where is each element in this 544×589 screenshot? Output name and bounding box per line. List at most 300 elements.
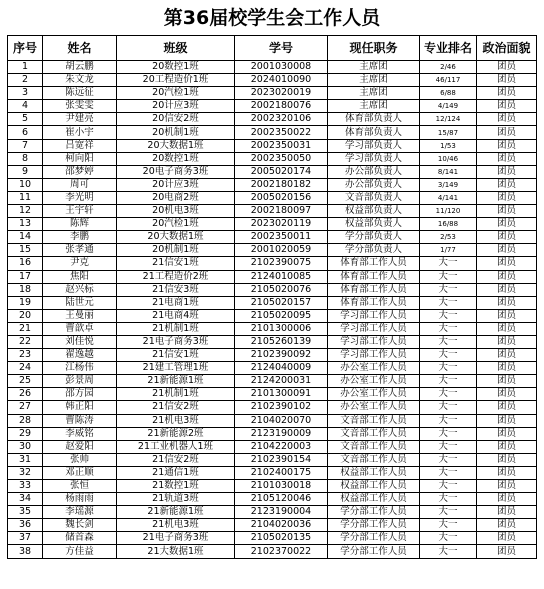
cell-index: 15 bbox=[8, 244, 43, 257]
cell-student-id: 2104020036 bbox=[235, 519, 328, 532]
cell-class: 21新能源1班 bbox=[117, 506, 235, 519]
cell-name: 翟逸越 bbox=[43, 349, 117, 362]
cell-political-status: 团员 bbox=[477, 100, 537, 113]
cell-political-status: 团员 bbox=[477, 427, 537, 440]
cell-class: 21信安1班 bbox=[117, 349, 235, 362]
cell-rank: 大一 bbox=[420, 519, 477, 532]
cell-index: 2 bbox=[8, 74, 43, 87]
cell-rank: 大一 bbox=[420, 427, 477, 440]
cell-political-status: 团员 bbox=[477, 493, 537, 506]
cell-index: 3 bbox=[8, 87, 43, 100]
cell-position: 主席团 bbox=[328, 74, 420, 87]
cell-index: 29 bbox=[8, 427, 43, 440]
cell-class: 21信安3班 bbox=[117, 283, 235, 296]
cell-political-status: 团员 bbox=[477, 335, 537, 348]
cell-student-id: 2023020019 bbox=[235, 87, 328, 100]
cell-rank: 11/120 bbox=[420, 205, 477, 218]
cell-position: 办公室工作人员 bbox=[328, 401, 420, 414]
cell-index: 33 bbox=[8, 480, 43, 493]
cell-political-status: 团员 bbox=[477, 519, 537, 532]
cell-name: 彭景周 bbox=[43, 375, 117, 388]
cell-position: 学习部工作人员 bbox=[328, 309, 420, 322]
cell-index: 11 bbox=[8, 191, 43, 204]
cell-political-status: 团员 bbox=[477, 453, 537, 466]
cell-class: 21新能源2班 bbox=[117, 427, 235, 440]
cell-political-status: 团员 bbox=[477, 74, 537, 87]
cell-index: 31 bbox=[8, 453, 43, 466]
cell-position: 学分部负责人 bbox=[328, 244, 420, 257]
cell-index: 25 bbox=[8, 375, 43, 388]
cell-position: 体育部工作人员 bbox=[328, 270, 420, 283]
cell-class: 21信安1班 bbox=[117, 257, 235, 270]
table-row bbox=[8, 100, 537, 113]
cell-class: 20机制1班 bbox=[117, 244, 235, 257]
cell-index: 5 bbox=[8, 113, 43, 126]
cell-position: 文音部工作人员 bbox=[328, 440, 420, 453]
cell-student-id: 2002180097 bbox=[235, 205, 328, 218]
cell-index: 30 bbox=[8, 440, 43, 453]
table-row bbox=[8, 74, 537, 87]
cell-index: 12 bbox=[8, 205, 43, 218]
cell-name: 周可 bbox=[43, 178, 117, 191]
cell-class: 21信安2班 bbox=[117, 453, 235, 466]
cell-position: 体育部工作人员 bbox=[328, 257, 420, 270]
cell-name: 张帅 bbox=[43, 453, 117, 466]
cell-political-status: 团员 bbox=[477, 375, 537, 388]
cell-position: 文音部工作人员 bbox=[328, 453, 420, 466]
cell-name: 尹建亮 bbox=[43, 113, 117, 126]
table-row bbox=[8, 532, 537, 545]
cell-class: 21电商4班 bbox=[117, 309, 235, 322]
table-row bbox=[8, 388, 537, 401]
cell-index: 17 bbox=[8, 270, 43, 283]
cell-class: 20计应3班 bbox=[117, 100, 235, 113]
cell-class: 21机制1班 bbox=[117, 388, 235, 401]
cell-position: 体育部负责人 bbox=[328, 126, 420, 139]
cell-name: 曹歆卓 bbox=[43, 322, 117, 335]
table-row bbox=[8, 414, 537, 427]
cell-student-id: 2002180076 bbox=[235, 100, 328, 113]
table-row bbox=[8, 218, 537, 231]
cell-student-id: 2102390102 bbox=[235, 401, 328, 414]
cell-index: 36 bbox=[8, 519, 43, 532]
cell-index: 32 bbox=[8, 466, 43, 479]
cell-class: 20汽检1班 bbox=[117, 218, 235, 231]
cell-political-status: 团员 bbox=[477, 414, 537, 427]
cell-position: 办公部负责人 bbox=[328, 178, 420, 191]
cell-name: 王曼丽 bbox=[43, 309, 117, 322]
cell-student-id: 2104020070 bbox=[235, 414, 328, 427]
cell-name: 崔小宇 bbox=[43, 126, 117, 139]
cell-class: 21工业机器人1班 bbox=[117, 440, 235, 453]
cell-name: 邵方园 bbox=[43, 388, 117, 401]
cell-name: 胡云鹏 bbox=[43, 61, 117, 74]
table-row bbox=[8, 440, 537, 453]
cell-rank: 2/53 bbox=[420, 231, 477, 244]
table-row bbox=[8, 466, 537, 479]
cell-name: 陈辉 bbox=[43, 218, 117, 231]
cell-name: 邵梦婷 bbox=[43, 165, 117, 178]
cell-rank: 大一 bbox=[420, 257, 477, 270]
cell-name: 赵兴标 bbox=[43, 283, 117, 296]
cell-position: 学分部工作人员 bbox=[328, 545, 420, 558]
cell-rank: 1/77 bbox=[420, 244, 477, 257]
cell-name: 朱文龙 bbox=[43, 74, 117, 87]
cell-position: 体育部负责人 bbox=[328, 113, 420, 126]
cell-position: 权益部负责人 bbox=[328, 205, 420, 218]
column-header-political-status: 政治面貌 bbox=[477, 36, 537, 61]
cell-rank: 10/46 bbox=[420, 152, 477, 165]
cell-position: 办公部负责人 bbox=[328, 165, 420, 178]
table-row bbox=[8, 545, 537, 558]
cell-position: 学习部工作人员 bbox=[328, 335, 420, 348]
cell-political-status: 团员 bbox=[477, 113, 537, 126]
cell-rank: 大一 bbox=[420, 493, 477, 506]
cell-class: 21建工管理1班 bbox=[117, 362, 235, 375]
cell-index: 28 bbox=[8, 414, 43, 427]
cell-index: 8 bbox=[8, 152, 43, 165]
cell-political-status: 团员 bbox=[477, 362, 537, 375]
cell-index: 7 bbox=[8, 139, 43, 152]
cell-position: 办公室工作人员 bbox=[328, 388, 420, 401]
cell-rank: 大一 bbox=[420, 296, 477, 309]
cell-class: 20信安2班 bbox=[117, 113, 235, 126]
cell-name: 方佳益 bbox=[43, 545, 117, 558]
cell-position: 权益部工作人员 bbox=[328, 480, 420, 493]
cell-index: 24 bbox=[8, 362, 43, 375]
cell-position: 主席团 bbox=[328, 61, 420, 74]
cell-index: 19 bbox=[8, 296, 43, 309]
cell-position: 学分部工作人员 bbox=[328, 532, 420, 545]
cell-class: 20汽检1班 bbox=[117, 87, 235, 100]
table-row bbox=[8, 191, 537, 204]
cell-position: 学分部工作人员 bbox=[328, 519, 420, 532]
table-row bbox=[8, 506, 537, 519]
cell-student-id: 2123190004 bbox=[235, 506, 328, 519]
cell-political-status: 团员 bbox=[477, 466, 537, 479]
table-row bbox=[8, 296, 537, 309]
cell-rank: 大一 bbox=[420, 322, 477, 335]
cell-index: 14 bbox=[8, 231, 43, 244]
cell-student-id: 2002180182 bbox=[235, 178, 328, 191]
cell-political-status: 团员 bbox=[477, 126, 537, 139]
cell-class: 20机电3班 bbox=[117, 205, 235, 218]
cell-position: 学分部工作人员 bbox=[328, 506, 420, 519]
cell-political-status: 团员 bbox=[477, 322, 537, 335]
cell-class: 21电子商务3班 bbox=[117, 532, 235, 545]
cell-political-status: 团员 bbox=[477, 205, 537, 218]
cell-rank: 大一 bbox=[420, 401, 477, 414]
cell-name: 吕宽祥 bbox=[43, 139, 117, 152]
cell-class: 21电子商务3班 bbox=[117, 335, 235, 348]
cell-class: 21轨道3班 bbox=[117, 493, 235, 506]
cell-rank: 大一 bbox=[420, 414, 477, 427]
cell-index: 10 bbox=[8, 178, 43, 191]
cell-rank: 大一 bbox=[420, 335, 477, 348]
cell-position: 文音部工作人员 bbox=[328, 427, 420, 440]
cell-political-status: 团员 bbox=[477, 388, 537, 401]
cell-rank: 大一 bbox=[420, 362, 477, 375]
table-row bbox=[8, 453, 537, 466]
cell-rank: 大一 bbox=[420, 388, 477, 401]
cell-class: 20机制1班 bbox=[117, 126, 235, 139]
cell-rank: 大一 bbox=[420, 453, 477, 466]
cell-student-id: 2023020119 bbox=[235, 218, 328, 231]
table-row bbox=[8, 349, 537, 362]
cell-position: 办公室工作人员 bbox=[328, 375, 420, 388]
cell-political-status: 团员 bbox=[477, 532, 537, 545]
cell-index: 22 bbox=[8, 335, 43, 348]
cell-political-status: 团员 bbox=[477, 506, 537, 519]
cell-political-status: 团员 bbox=[477, 191, 537, 204]
column-header-index: 序号 bbox=[8, 36, 43, 61]
cell-index: 35 bbox=[8, 506, 43, 519]
cell-position: 主席团 bbox=[328, 100, 420, 113]
cell-position: 学习部工作人员 bbox=[328, 349, 420, 362]
table-row bbox=[8, 427, 537, 440]
cell-position: 权益部工作人员 bbox=[328, 493, 420, 506]
table-row bbox=[8, 257, 537, 270]
cell-student-id: 2102390092 bbox=[235, 349, 328, 362]
cell-index: 4 bbox=[8, 100, 43, 113]
cell-political-status: 团员 bbox=[477, 152, 537, 165]
cell-name: 陈远征 bbox=[43, 87, 117, 100]
cell-index: 21 bbox=[8, 322, 43, 335]
cell-name: 张雯雯 bbox=[43, 100, 117, 113]
table-row bbox=[8, 493, 537, 506]
cell-class: 21信安2班 bbox=[117, 401, 235, 414]
cell-student-id: 2104220003 bbox=[235, 440, 328, 453]
cell-position: 办公室工作人员 bbox=[328, 362, 420, 375]
cell-index: 26 bbox=[8, 388, 43, 401]
cell-class: 21新能源1班 bbox=[117, 375, 235, 388]
cell-rank: 2/46 bbox=[420, 61, 477, 74]
cell-political-status: 团员 bbox=[477, 139, 537, 152]
cell-student-id: 2024010090 bbox=[235, 74, 328, 87]
cell-class: 20电商2班 bbox=[117, 191, 235, 204]
cell-political-status: 团员 bbox=[477, 218, 537, 231]
cell-index: 6 bbox=[8, 126, 43, 139]
cell-position: 主席团 bbox=[328, 87, 420, 100]
cell-student-id: 2105260139 bbox=[235, 335, 328, 348]
cell-student-id: 2105020157 bbox=[235, 296, 328, 309]
cell-position: 学习部负责人 bbox=[328, 152, 420, 165]
table-row bbox=[8, 87, 537, 100]
cell-political-status: 团员 bbox=[477, 349, 537, 362]
cell-name: 李瑶源 bbox=[43, 506, 117, 519]
cell-rank: 大一 bbox=[420, 270, 477, 283]
cell-position: 体育部工作人员 bbox=[328, 296, 420, 309]
cell-political-status: 团员 bbox=[477, 244, 537, 257]
column-header-rank: 专业排名 bbox=[420, 36, 477, 61]
cell-name: 柯向阳 bbox=[43, 152, 117, 165]
cell-index: 38 bbox=[8, 545, 43, 558]
cell-name: 杨雨雨 bbox=[43, 493, 117, 506]
cell-political-status: 团员 bbox=[477, 401, 537, 414]
cell-position: 权益部工作人员 bbox=[328, 466, 420, 479]
cell-position: 学分部负责人 bbox=[328, 231, 420, 244]
cell-political-status: 团员 bbox=[477, 231, 537, 244]
table-row bbox=[8, 480, 537, 493]
cell-rank: 大一 bbox=[420, 532, 477, 545]
table-row bbox=[8, 205, 537, 218]
cell-rank: 3/149 bbox=[420, 178, 477, 191]
cell-index: 20 bbox=[8, 309, 43, 322]
cell-name: 李鹏 bbox=[43, 231, 117, 244]
cell-student-id: 2105020095 bbox=[235, 309, 328, 322]
cell-student-id: 2124200031 bbox=[235, 375, 328, 388]
table-row bbox=[8, 401, 537, 414]
cell-name: 曹陈涛 bbox=[43, 414, 117, 427]
column-header-name: 姓名 bbox=[43, 36, 117, 61]
table-row bbox=[8, 126, 537, 139]
cell-student-id: 2002350050 bbox=[235, 152, 328, 165]
cell-political-status: 团员 bbox=[477, 440, 537, 453]
table-row bbox=[8, 178, 537, 191]
cell-class: 21通信1班 bbox=[117, 466, 235, 479]
cell-student-id: 2102390154 bbox=[235, 453, 328, 466]
cell-name: 魏长剑 bbox=[43, 519, 117, 532]
cell-class: 20大数据1班 bbox=[117, 139, 235, 152]
cell-position: 体育部工作人员 bbox=[328, 283, 420, 296]
cell-name: 江杨伟 bbox=[43, 362, 117, 375]
cell-rank: 大一 bbox=[420, 545, 477, 558]
cell-rank: 46/117 bbox=[420, 74, 477, 87]
cell-student-id: 2123190009 bbox=[235, 427, 328, 440]
cell-name: 张孝通 bbox=[43, 244, 117, 257]
cell-position: 权益部负责人 bbox=[328, 218, 420, 231]
cell-name: 赵爱阳 bbox=[43, 440, 117, 453]
cell-name: 刘佳悦 bbox=[43, 335, 117, 348]
column-header-class: 班级 bbox=[117, 36, 235, 61]
cell-rank: 16/88 bbox=[420, 218, 477, 231]
table-row bbox=[8, 375, 537, 388]
cell-student-id: 2005020156 bbox=[235, 191, 328, 204]
cell-student-id: 2005020174 bbox=[235, 165, 328, 178]
cell-political-status: 团员 bbox=[477, 61, 537, 74]
cell-rank: 大一 bbox=[420, 466, 477, 479]
cell-rank: 8/141 bbox=[420, 165, 477, 178]
table-row bbox=[8, 61, 537, 74]
cell-class: 20大数据1班 bbox=[117, 231, 235, 244]
cell-rank: 大一 bbox=[420, 506, 477, 519]
cell-student-id: 2101300091 bbox=[235, 388, 328, 401]
cell-political-status: 团员 bbox=[477, 270, 537, 283]
cell-student-id: 2124040009 bbox=[235, 362, 328, 375]
cell-index: 9 bbox=[8, 165, 43, 178]
page-title: 第36届校学生会工作人员 bbox=[163, 7, 381, 29]
cell-index: 27 bbox=[8, 401, 43, 414]
cell-rank: 大一 bbox=[420, 349, 477, 362]
staff-table bbox=[7, 35, 537, 559]
cell-political-status: 团员 bbox=[477, 545, 537, 558]
table-row bbox=[8, 165, 537, 178]
table-row bbox=[8, 231, 537, 244]
cell-student-id: 2101030018 bbox=[235, 480, 328, 493]
cell-rank: 大一 bbox=[420, 283, 477, 296]
table-row bbox=[8, 362, 537, 375]
table-row bbox=[8, 152, 537, 165]
cell-rank: 15/87 bbox=[420, 126, 477, 139]
cell-name: 韩正阳 bbox=[43, 401, 117, 414]
column-header-student-id: 学号 bbox=[235, 36, 328, 61]
table-row bbox=[8, 283, 537, 296]
cell-name: 张恒 bbox=[43, 480, 117, 493]
cell-index: 1 bbox=[8, 61, 43, 74]
cell-student-id: 2102400175 bbox=[235, 466, 328, 479]
cell-class: 21工程造价2班 bbox=[117, 270, 235, 283]
cell-student-id: 2001030008 bbox=[235, 61, 328, 74]
cell-student-id: 2102370022 bbox=[235, 545, 328, 558]
cell-student-id: 2002320106 bbox=[235, 113, 328, 126]
cell-class: 20电子商务3班 bbox=[117, 165, 235, 178]
table-row bbox=[8, 113, 537, 126]
table-row bbox=[8, 519, 537, 532]
cell-rank: 大一 bbox=[420, 480, 477, 493]
cell-rank: 6/88 bbox=[420, 87, 477, 100]
cell-rank: 1/53 bbox=[420, 139, 477, 152]
table-row bbox=[8, 309, 537, 322]
cell-class: 20数控1班 bbox=[117, 152, 235, 165]
cell-student-id: 2002350011 bbox=[235, 231, 328, 244]
cell-position: 文音部负责人 bbox=[328, 191, 420, 204]
cell-political-status: 团员 bbox=[477, 480, 537, 493]
cell-class: 21机制1班 bbox=[117, 322, 235, 335]
cell-name: 李光明 bbox=[43, 191, 117, 204]
cell-student-id: 2101300006 bbox=[235, 322, 328, 335]
cell-rank: 大一 bbox=[420, 375, 477, 388]
cell-student-id: 2105120046 bbox=[235, 493, 328, 506]
cell-position: 文音部工作人员 bbox=[328, 414, 420, 427]
cell-name: 李威铭 bbox=[43, 427, 117, 440]
cell-class: 21大数据1班 bbox=[117, 545, 235, 558]
column-header-position: 现任职务 bbox=[328, 36, 420, 61]
cell-political-status: 团员 bbox=[477, 87, 537, 100]
cell-position: 学习部工作人员 bbox=[328, 322, 420, 335]
cell-name: 焦阳 bbox=[43, 270, 117, 283]
cell-class: 21机电3班 bbox=[117, 519, 235, 532]
table-row bbox=[8, 139, 537, 152]
cell-index: 34 bbox=[8, 493, 43, 506]
cell-rank: 12/124 bbox=[420, 113, 477, 126]
table-row bbox=[8, 335, 537, 348]
cell-index: 13 bbox=[8, 218, 43, 231]
cell-political-status: 团员 bbox=[477, 283, 537, 296]
cell-political-status: 团员 bbox=[477, 296, 537, 309]
cell-position: 学习部负责人 bbox=[328, 139, 420, 152]
table-row bbox=[8, 322, 537, 335]
cell-rank: 大一 bbox=[420, 440, 477, 453]
cell-class: 20数控1班 bbox=[117, 61, 235, 74]
table-row bbox=[8, 244, 537, 257]
cell-name: 尹克 bbox=[43, 257, 117, 270]
cell-class: 21数控1班 bbox=[117, 480, 235, 493]
cell-rank: 4/141 bbox=[420, 191, 477, 204]
cell-index: 16 bbox=[8, 257, 43, 270]
cell-name: 储首森 bbox=[43, 532, 117, 545]
cell-student-id: 2124010085 bbox=[235, 270, 328, 283]
cell-political-status: 团员 bbox=[477, 165, 537, 178]
cell-index: 18 bbox=[8, 283, 43, 296]
cell-index: 23 bbox=[8, 349, 43, 362]
cell-class: 21电商1班 bbox=[117, 296, 235, 309]
cell-class: 21机电3班 bbox=[117, 414, 235, 427]
cell-student-id: 2001020059 bbox=[235, 244, 328, 257]
cell-political-status: 团员 bbox=[477, 257, 537, 270]
cell-student-id: 2105020076 bbox=[235, 283, 328, 296]
table-row bbox=[8, 270, 537, 283]
cell-name: 王宇轩 bbox=[43, 205, 117, 218]
